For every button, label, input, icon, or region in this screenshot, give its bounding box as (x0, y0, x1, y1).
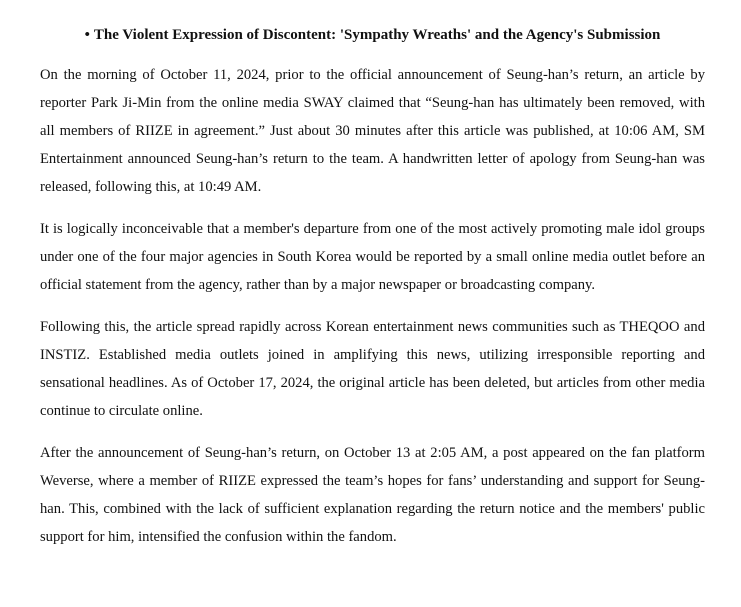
section-heading-text: The Violent Expression of Discontent: 'Sympathy Wreaths' and the Agency's Submission (93, 27, 661, 43)
bullet-icon: • (84, 27, 90, 43)
paragraph-4: After the announcement of Seung-han’s return, on October 13 at 2:05 AM, a post appeared on the fan platform Weverse, where a member of RIIZE expressed the team’s hopes for fans’ understanding and support for Seung-han. This, combined with the lack of sufficient explanation regarding the return notice and the members' public support for him, intensified the confusion within the fandom. (40, 445, 705, 545)
paragraph-3: Following this, the article spread rapidly across Korean entertainment news communities such as THEQOO and INSTIZ. Established media outlets joined in amplifying this news, utilizing irresponsible reporting and sensational headlines. As of October 17, 2024, the original article has been deleted, but articles from other media continue to circulate online. (40, 319, 705, 419)
paragraph-2: It is logically inconceivable that a member's departure from one of the most actively promoting male idol groups under one of the four major agencies in South Korea would be reported by a small online media outlet before an official statement from the agency, rather than by a major newspaper or broadcasting company. (40, 221, 705, 293)
paragraph-1: On the morning of October 11, 2024, prior to the official announcement of Seung-han’s return, an article by reporter Park Ji-Min from the online media SWAY claimed that “Seung-han has ultimately been removed, with all members of RIIZE in agreement.” Just about 30 minutes after this article was published, at 10:06 AM, SM Entertainment announced Seung-han’s return to the team. A handwritten letter of apology from Seung-han was released, following this, at 10:49 AM. (40, 67, 705, 195)
section-heading (40, 0, 705, 47)
